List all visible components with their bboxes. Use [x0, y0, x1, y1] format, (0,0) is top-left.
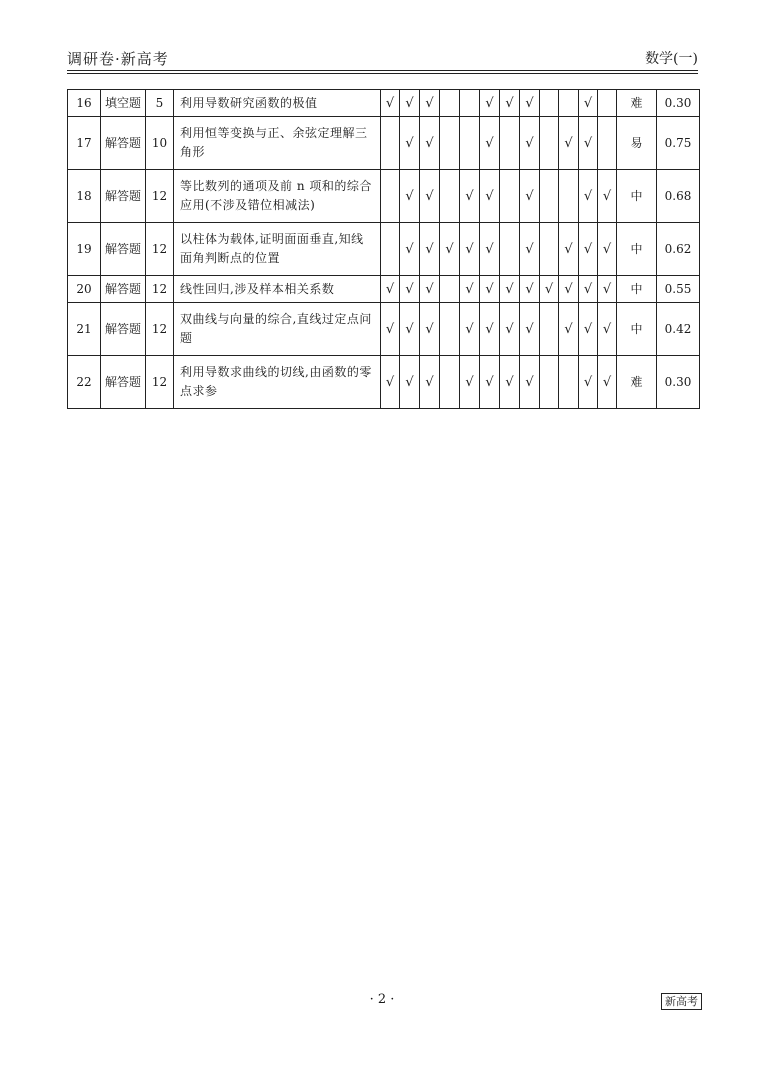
check-mark-cell: √	[420, 117, 440, 170]
check-mark-cell: √	[381, 90, 400, 117]
check-mark-cell: √	[520, 90, 540, 117]
check-mark-cell: √	[420, 303, 440, 356]
check-mark-cell: √	[579, 276, 598, 303]
check-mark-cell: √	[460, 223, 480, 276]
check-mark-cell: √	[460, 276, 480, 303]
check-mark-cell	[540, 90, 559, 117]
difficulty-level: 易	[617, 117, 657, 170]
question-number: 22	[68, 356, 101, 409]
check-mark-cell	[381, 223, 400, 276]
question-topic: 利用导数求曲线的切线,由函数的零点求参	[174, 356, 381, 409]
check-mark-cell: √	[420, 356, 440, 409]
header-rule	[67, 70, 698, 71]
check-mark-cell: √	[579, 170, 598, 223]
check-mark-cell: √	[420, 170, 440, 223]
check-mark-cell: √	[460, 303, 480, 356]
check-mark-cell	[598, 117, 617, 170]
check-mark-cell: √	[500, 356, 520, 409]
page-number: · 2 ·	[369, 992, 395, 1007]
check-mark-cell: √	[520, 276, 540, 303]
check-mark-cell: √	[598, 276, 617, 303]
check-mark-cell: √	[480, 117, 500, 170]
question-topic: 利用导数研究函数的极值	[174, 90, 381, 117]
check-mark-cell: √	[400, 170, 420, 223]
question-score: 12	[146, 223, 174, 276]
question-score: 5	[146, 90, 174, 117]
question-number: 16	[68, 90, 101, 117]
check-mark-cell: √	[500, 90, 520, 117]
check-mark-cell: √	[579, 356, 598, 409]
difficulty-level: 中	[617, 170, 657, 223]
header-subject: 数学(一)	[645, 51, 698, 67]
check-mark-cell: √	[559, 223, 579, 276]
check-mark-cell	[440, 303, 460, 356]
table-row	[68, 223, 700, 276]
question-type: 解答题	[101, 170, 146, 223]
difficulty-index: 0.62	[657, 223, 700, 276]
question-number: 19	[68, 223, 101, 276]
check-mark-cell	[540, 170, 559, 223]
brand-stamp: 新高考	[661, 993, 702, 1010]
check-mark-cell	[598, 90, 617, 117]
table-row	[68, 117, 700, 170]
check-mark-cell	[440, 117, 460, 170]
check-mark-cell: √	[520, 356, 540, 409]
check-mark-cell: √	[579, 303, 598, 356]
question-topic: 等比数列的通项及前 n 项和的综合应用(不涉及错位相减法)	[174, 170, 381, 223]
check-mark-cell	[540, 303, 559, 356]
table-row	[68, 276, 700, 303]
check-mark-cell: √	[579, 117, 598, 170]
difficulty-level: 中	[617, 303, 657, 356]
difficulty-index: 0.30	[657, 356, 700, 409]
question-topic: 以柱体为载体,证明面面垂直,知线面角判断点的位置	[174, 223, 381, 276]
check-mark-cell: √	[400, 223, 420, 276]
difficulty-index: 0.42	[657, 303, 700, 356]
check-mark-cell: √	[598, 170, 617, 223]
question-number: 20	[68, 276, 101, 303]
table-row	[68, 303, 700, 356]
question-topic: 线性回归,涉及样本相关系数	[174, 276, 381, 303]
question-type: 填空题	[101, 90, 146, 117]
difficulty-level: 中	[617, 223, 657, 276]
check-mark-cell: √	[540, 276, 559, 303]
header-rule-double	[67, 73, 698, 74]
question-type: 解答题	[101, 276, 146, 303]
question-score: 10	[146, 117, 174, 170]
table-row	[68, 90, 700, 117]
page-header	[67, 48, 698, 70]
check-mark-cell: √	[480, 223, 500, 276]
check-mark-cell	[500, 117, 520, 170]
check-mark-cell	[540, 356, 559, 409]
check-mark-cell	[540, 117, 559, 170]
check-mark-cell: √	[579, 90, 598, 117]
question-type: 解答题	[101, 223, 146, 276]
table-row	[68, 356, 700, 409]
question-score: 12	[146, 356, 174, 409]
check-mark-cell: √	[520, 170, 540, 223]
check-mark-cell: √	[400, 117, 420, 170]
question-type: 解答题	[101, 303, 146, 356]
question-type: 解答题	[101, 356, 146, 409]
check-mark-cell: √	[480, 276, 500, 303]
check-mark-cell: √	[440, 223, 460, 276]
check-mark-cell: √	[559, 117, 579, 170]
check-mark-cell: √	[381, 276, 400, 303]
question-number: 21	[68, 303, 101, 356]
check-mark-cell: √	[480, 90, 500, 117]
question-topic: 利用恒等变换与正、余弦定理解三角形	[174, 117, 381, 170]
check-mark-cell	[460, 90, 480, 117]
check-mark-cell: √	[480, 170, 500, 223]
check-mark-cell: √	[420, 276, 440, 303]
check-mark-cell	[440, 170, 460, 223]
check-mark-cell	[440, 276, 460, 303]
difficulty-index: 0.30	[657, 90, 700, 117]
check-mark-cell: √	[520, 223, 540, 276]
check-mark-cell: √	[598, 303, 617, 356]
difficulty-index: 0.55	[657, 276, 700, 303]
check-mark-cell: √	[400, 276, 420, 303]
check-mark-cell	[460, 117, 480, 170]
check-mark-cell: √	[598, 356, 617, 409]
check-mark-cell: √	[520, 303, 540, 356]
check-mark-cell: √	[420, 90, 440, 117]
question-number: 17	[68, 117, 101, 170]
check-mark-cell	[540, 223, 559, 276]
check-mark-cell: √	[480, 303, 500, 356]
check-mark-cell	[381, 117, 400, 170]
question-type: 解答题	[101, 117, 146, 170]
difficulty-index: 0.68	[657, 170, 700, 223]
check-mark-cell	[381, 170, 400, 223]
difficulty-level: 难	[617, 356, 657, 409]
check-mark-cell: √	[500, 303, 520, 356]
question-topic: 双曲线与向量的综合,直线过定点问题	[174, 303, 381, 356]
difficulty-level: 难	[617, 90, 657, 117]
check-mark-cell	[440, 90, 460, 117]
check-mark-cell	[440, 356, 460, 409]
check-mark-cell	[559, 170, 579, 223]
check-mark-cell	[500, 170, 520, 223]
check-mark-cell: √	[400, 303, 420, 356]
check-mark-cell: √	[480, 356, 500, 409]
check-mark-cell: √	[500, 276, 520, 303]
check-mark-cell	[500, 223, 520, 276]
check-mark-cell: √	[520, 117, 540, 170]
difficulty-level: 中	[617, 276, 657, 303]
check-mark-cell: √	[559, 303, 579, 356]
header-title: 调研卷·新高考	[67, 50, 169, 68]
question-number: 18	[68, 170, 101, 223]
check-mark-cell: √	[381, 356, 400, 409]
table-row	[68, 170, 700, 223]
check-mark-cell: √	[460, 170, 480, 223]
check-mark-cell	[559, 356, 579, 409]
question-analysis-table	[67, 89, 700, 409]
check-mark-cell: √	[559, 276, 579, 303]
check-mark-cell: √	[400, 356, 420, 409]
check-mark-cell: √	[579, 223, 598, 276]
check-mark-cell: √	[420, 223, 440, 276]
question-score: 12	[146, 170, 174, 223]
check-mark-cell: √	[598, 223, 617, 276]
check-mark-cell	[559, 90, 579, 117]
question-score: 12	[146, 276, 174, 303]
question-score: 12	[146, 303, 174, 356]
check-mark-cell: √	[400, 90, 420, 117]
check-mark-cell: √	[381, 303, 400, 356]
difficulty-index: 0.75	[657, 117, 700, 170]
check-mark-cell: √	[460, 356, 480, 409]
